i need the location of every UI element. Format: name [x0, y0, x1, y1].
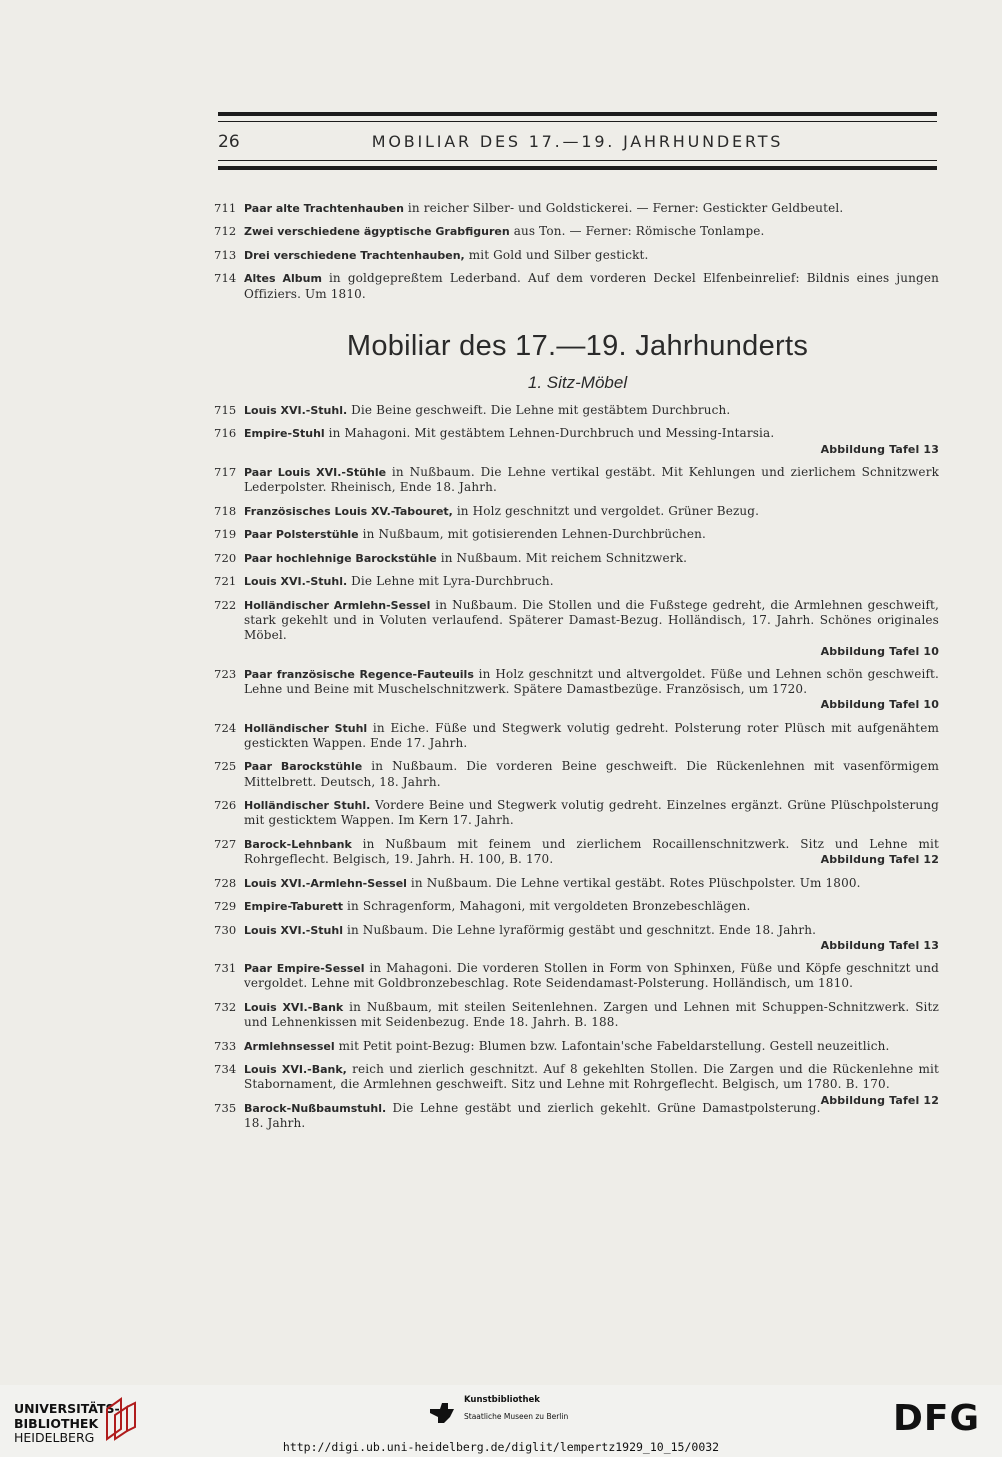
entry-description: in Nußbaum mit feinem und zierlichem Rocaillenschnitzwerk. Sitz und Lehne mit Rohrgeflecht. Belgisch, 19. Jahrh. H. 100, B. 170. — [244, 836, 939, 867]
catalog-entry — [214, 1039, 939, 1054]
entry-description: mit Gold und Silber gestickt. — [464, 247, 649, 262]
entry-number: 713 — [214, 247, 237, 262]
catalog-entries-intro — [214, 201, 939, 310]
entry-number: 714 — [214, 271, 237, 286]
entry-number: 717 — [214, 464, 237, 479]
figure-reference: Abbildung Tafel 13 — [820, 442, 939, 456]
entry-description: in Holz geschnitzt und vergoldet. Grüner Bezug. — [452, 503, 760, 518]
figure-reference: Abbildung Tafel 13 — [820, 938, 939, 952]
kunstbibliothek-emblem-icon — [428, 1395, 456, 1425]
catalog-entry — [214, 667, 939, 713]
entry-title: Holländischer Stuhl. — [244, 799, 371, 813]
entry-description: in Holz geschnitzt und altvergoldet. Füße und Lehnen schön geschweift. Lehne und Beine mit Muschelschnitzwerk. Spätere Damastbezüge. Französisch, um 1720. — [244, 666, 939, 697]
entry-description: reich und zierlich geschnitzt. Auf 8 gekehlten Stollen. Die Zargen und die Rückenlehne mit Stabornament, die Armlehnen geschweift. Sitz und Lehne mit Rohrgeflecht. Belgisch, um 1780. B. 170. — [244, 1062, 939, 1092]
entry-number: 727 — [214, 836, 237, 851]
entry-title: Holländischer Stuhl — [244, 721, 368, 735]
catalog-entry — [214, 923, 939, 953]
entry-number: 715 — [214, 403, 237, 417]
entry-title: Holländischer Armlehn-Sessel — [244, 598, 431, 612]
entry-title: Louis XVI.-Bank, — [244, 1063, 347, 1077]
entry-title: Louis XVI.-Stuhl. — [244, 404, 348, 417]
entry-number: 728 — [214, 875, 237, 890]
entry-description: in reicher Silber- und Goldstickerei. — Ferner: Gestickter Geldbeutel. — [403, 201, 844, 215]
entry-description: Vordere Beine und Stegwerk volutig gedreht. Einzelnes ergänzt. Grüne Plüschpolsterung mit gesticktem Wappen. Im Kern 17. Jahrh. — [244, 798, 939, 828]
entry-number: 716 — [214, 426, 237, 441]
entry-title: Louis XVI.-Bank — [244, 1000, 344, 1014]
catalog-entry — [214, 798, 939, 829]
entry-number: 733 — [214, 1038, 237, 1053]
section-subtitle: 1. Sitz-Möbel — [527, 373, 628, 392]
entry-title: Louis XVI.-Stuhl — [244, 923, 343, 937]
entry-description: in Nußbaum. Die Stollen und die Fußstege gedreht, die Armlehnen geschweift, stark gekehlt und in Voluten verlaufend. Späterer Damast-Bezug. Holländisch, 17. Jahrh. Schönes originales Möbel. — [244, 597, 939, 643]
catalog-entry — [214, 721, 939, 752]
entry-number: 726 — [214, 798, 237, 813]
ub-line2: BIBLIOTHEK — [14, 1415, 99, 1431]
entry-number: 729 — [214, 899, 237, 914]
figure-reference: Abbildung Tafel 12 — [820, 853, 939, 867]
entry-number: 723 — [214, 666, 237, 681]
ub-line3: HEIDELBERG — [14, 1430, 95, 1445]
catalog-entry — [214, 551, 939, 566]
catalog-entry — [214, 1000, 939, 1031]
running-title: MOBILIAR DES 17.—19. JAHRHUNDERTS — [371, 132, 784, 151]
catalog-entry — [214, 426, 939, 456]
catalog-entry — [214, 899, 939, 914]
catalog-entry — [214, 224, 939, 239]
header-rule-thin-lower — [218, 160, 937, 161]
entry-number: 721 — [214, 574, 237, 589]
entry-description: in Nußbaum. Die Lehne vertikal gestäbt. Rotes Plüschpolster. Um 1800. — [406, 875, 861, 890]
entry-number: 722 — [214, 597, 237, 612]
entry-title: Louis XVI.-Stuhl. — [244, 575, 348, 589]
entry-description: in Nußbaum. Die Lehne vertikal gestäbt. Mit Kehlungen und zierlichem Schnitzwerk Lederpolster. Rheinisch, Ende 18. Jahrh. — [244, 464, 939, 495]
entry-title: Empire-Taburett — [244, 900, 344, 914]
catalog-entry — [214, 961, 939, 992]
entry-description: in Nußbaum. Mit reichem Schnitzwerk. — [436, 550, 688, 565]
entry-description: in Mahagoni. Mit gestäbtem Lehnen-Durchbruch und Messing-Intarsia. — [324, 426, 775, 441]
entry-number: 725 — [214, 759, 237, 774]
entry-number: 711 — [214, 201, 237, 215]
catalog-entry — [214, 1101, 939, 1132]
entry-title: Zwei verschiedene ägyptische Grabfiguren — [244, 225, 510, 239]
entry-title: Altes Album — [244, 272, 322, 286]
catalog-entry — [214, 876, 939, 891]
catalog-entries-seating — [214, 403, 939, 1140]
entry-description: in Eiche. Füße und Stegwerk volutig gedreht. Polsterung roter Plüsch mit aufgenähtem gestickten Wappen. Ende 17. Jahrh. — [244, 720, 940, 750]
entry-title: Armlehnsessel — [244, 1039, 335, 1053]
catalog-entry — [214, 201, 939, 216]
kb-name: Kunstbibliothek — [464, 1395, 540, 1405]
catalog-entry — [214, 504, 939, 519]
section-title: Mobiliar des 17.—19. Jahrhunderts — [346, 330, 809, 362]
entry-number: 720 — [214, 550, 237, 565]
catalog-entry — [214, 271, 939, 302]
catalog-entry — [214, 527, 939, 542]
entry-description: aus Ton. — Ferner: Römische Tonlampe. — [509, 224, 765, 239]
catalog-entry — [214, 1062, 939, 1107]
page-number: 26 — [218, 132, 240, 152]
entry-description: in Nußbaum, mit steilen Seitenlehnen. Zargen und Lehnen mit Schuppen-Schnitzwerk. Sitz und Lehnenkissen mit Seidenbezug. Ende 18. Jahrh. B. 188. — [244, 999, 939, 1030]
entry-number: 731 — [214, 961, 237, 976]
entry-title: Französisches Louis XV.-Tabouret, — [244, 504, 453, 518]
catalog-entry — [214, 837, 939, 868]
entry-description: in Mahagoni. Die vorderen Stollen in Form von Sphinxen, Füße und Köpfe geschnitzt und vergoldet. Lehne mit Goldbronzebeschlag. Rote Seidendamast-Polsterung. Holländisch, um 1810. — [244, 961, 939, 991]
entry-title: Paar französische Regence-Fauteuils — [244, 667, 474, 681]
entry-description: Die Lehne gestäbt und zierlich gekehlt. Grüne Damastpolsterung. 18. Jahrh. — [244, 1100, 821, 1131]
entry-title: Paar alte Trachtenhauben — [244, 202, 404, 215]
entry-description: in goldgepreßtem Lederband. Auf dem vorderen Deckel Elfenbeinrelief: Bildnis eines jungen Offiziers. Um 1810. — [244, 271, 939, 301]
figure-reference: Abbildung Tafel 10 — [820, 698, 939, 712]
catalog-entry — [214, 403, 939, 418]
dfg-logo[interactable]: DFG — [893, 1398, 981, 1439]
catalog-entry — [214, 574, 939, 589]
catalog-entry — [214, 598, 939, 659]
entry-description: in Nußbaum. Die vorderen Beine geschweift. Die Rückenlehnen mit vasenförmigem Mittelbrett. Deutsch, 18. Jahrh. — [244, 759, 939, 789]
catalog-entry — [214, 465, 939, 496]
entry-number: 732 — [214, 999, 237, 1014]
kb-subtitle: Staatliche Museen zu Berlin — [464, 1412, 569, 1421]
entry-description: Die Lehne mit Lyra-Durchbruch. — [347, 574, 554, 589]
entry-description: Die Beine geschweift. Die Lehne mit gestäbtem Durchbruch. — [347, 403, 731, 417]
entry-title: Paar Barockstühle — [244, 760, 363, 774]
entry-title: Paar hochlehnige Barockstühle — [244, 551, 437, 565]
ub-emblem-icon — [103, 1393, 139, 1443]
entry-number: 719 — [214, 527, 237, 542]
entry-title: Paar Louis XVI.-Stühle — [244, 465, 387, 479]
entry-title: Barock-Lehnbank — [244, 837, 352, 851]
entry-description: in Schragenform, Mahagoni, mit vergoldeten Bronzebeschlägen. — [343, 899, 751, 914]
entry-title: Drei verschiedene Trachtenhauben, — [244, 248, 465, 262]
entry-description: in Nußbaum, mit gotisierenden Lehnen-Durchbrüchen. — [358, 527, 706, 542]
catalog-entry — [214, 759, 939, 790]
entry-number: 718 — [214, 503, 237, 518]
entry-title: Paar Polsterstühle — [244, 528, 359, 542]
header-rule-thick — [218, 112, 937, 116]
figure-reference: Abbildung Tafel 10 — [820, 644, 939, 658]
entry-description: in Nußbaum. Die Lehne lyraförmig gestäbt und geschnitzt. Ende 18. Jahrh. — [343, 922, 817, 937]
header-rule-thin — [218, 121, 937, 122]
ub-line1: UNIVERSITÄTS- — [14, 1401, 120, 1416]
entry-number: 724 — [214, 720, 237, 735]
footer-bar — [0, 1385, 1002, 1457]
entry-number: 712 — [214, 224, 237, 239]
catalog-entry — [214, 248, 939, 263]
header-rule-thick-lower — [218, 166, 937, 170]
entry-title: Empire-Stuhl — [244, 427, 325, 441]
entry-number: 735 — [214, 1100, 237, 1115]
figure-reference: Abbildung Tafel 12 — [820, 1093, 939, 1107]
entry-number: 734 — [214, 1062, 237, 1077]
entry-number: 730 — [214, 922, 237, 937]
entry-title: Paar Empire-Sessel — [244, 962, 365, 976]
entry-title: Louis XVI.-Armlehn-Sessel — [244, 876, 407, 890]
entry-description: mit Petit point-Bezug: Blumen bzw. Lafontain'sche Fabeldarstellung. Gestell neuzeitlich. — [334, 1038, 890, 1053]
entry-title: Barock-Nußbaumstuhl. — [244, 1101, 387, 1115]
permalink-url[interactable]: http://digi.ub.uni-heidelberg.de/diglit/lempertz1929_10_15/0032 — [282, 1440, 720, 1454]
running-head — [218, 128, 937, 158]
